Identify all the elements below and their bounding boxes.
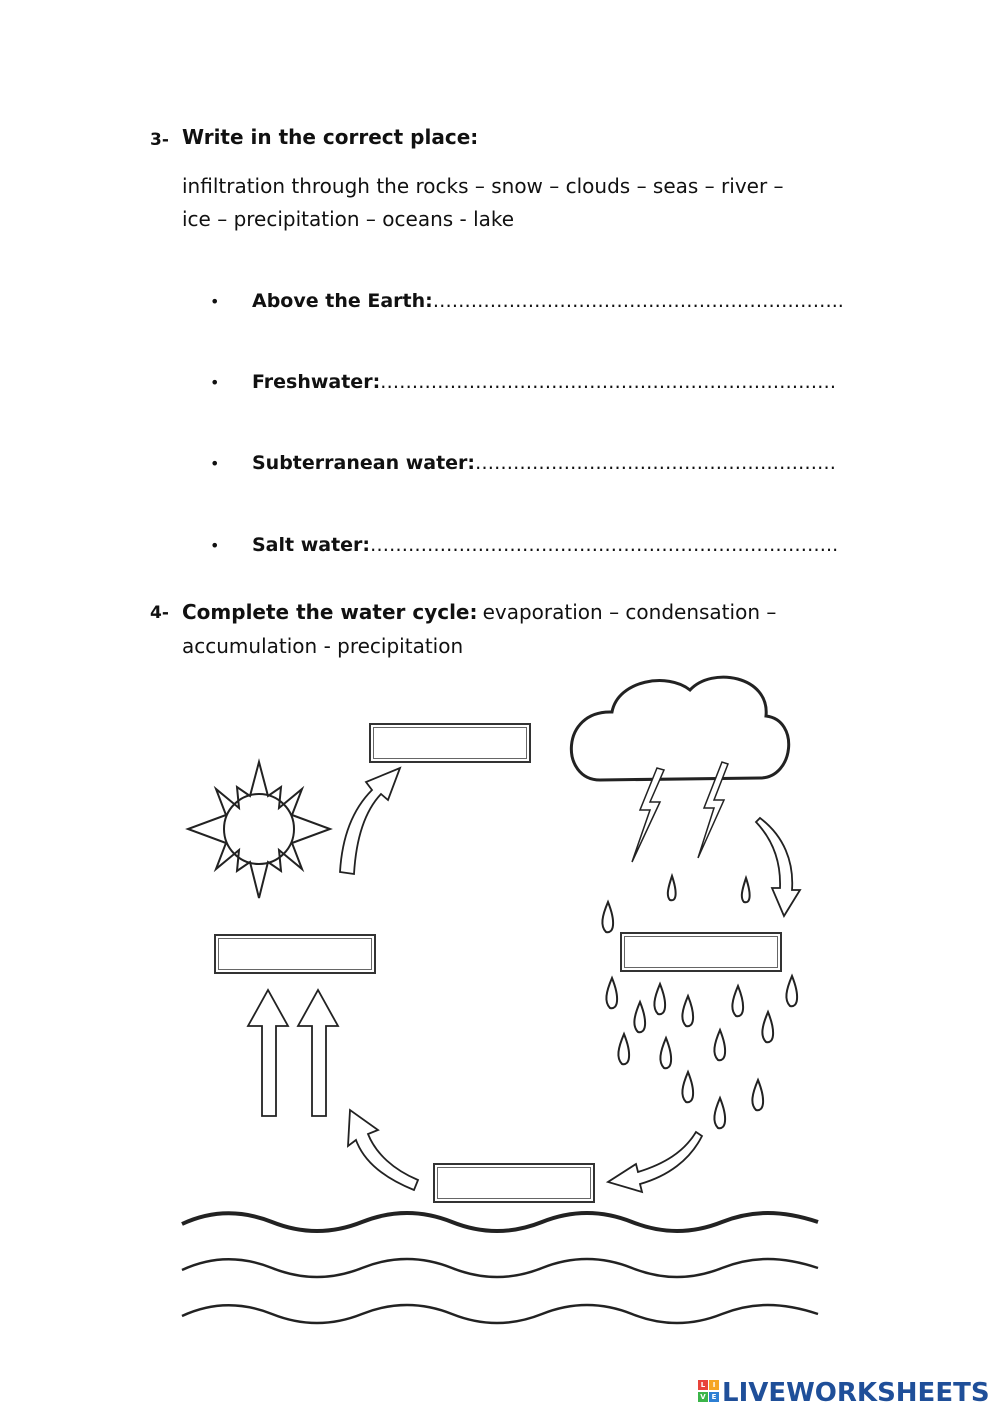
liveworksheets-logo bbox=[696, 1376, 990, 1410]
answer-line[interactable]: ………………………………………………… bbox=[475, 452, 837, 474]
answer-line[interactable]: ……………………………………………………………… bbox=[380, 371, 837, 393]
logo-letter: V bbox=[698, 1392, 708, 1402]
answer-box-right[interactable] bbox=[620, 932, 782, 972]
q4-options-line-2: accumulation - precipitation bbox=[182, 634, 464, 658]
q3-title: Write in the correct place: bbox=[182, 125, 479, 149]
raindrop-icon bbox=[602, 876, 797, 1128]
up-arrow-icon bbox=[248, 990, 338, 1116]
answer-box-left[interactable] bbox=[214, 934, 376, 974]
cloud-icon bbox=[571, 677, 788, 780]
q3-item-label: Subterranean water: bbox=[252, 452, 476, 474]
answer-box-bottom[interactable] bbox=[433, 1163, 595, 1203]
bullet: • bbox=[210, 292, 220, 311]
answer-line[interactable]: ……………………………………………………………….. bbox=[370, 534, 839, 556]
q3-item-label: Above the Earth: bbox=[252, 290, 433, 312]
q3-number: 3- bbox=[150, 130, 169, 150]
q3-word-bank-line-2: ice – precipitation – oceans - lake bbox=[182, 207, 515, 231]
q4-title: Complete the water cycle: bbox=[182, 600, 478, 624]
q4-options-line-1: evaporation – condensation – bbox=[482, 600, 777, 624]
logo-text: LIVEWORKSHEETS bbox=[722, 1378, 990, 1408]
waves-icon bbox=[182, 1213, 818, 1323]
logo-letter: E bbox=[709, 1392, 719, 1402]
logo-letter: I bbox=[709, 1380, 719, 1390]
sun-icon bbox=[188, 762, 330, 898]
curved-arrow-left-icon bbox=[348, 1110, 418, 1190]
q3-item-label: Salt water: bbox=[252, 534, 371, 556]
q3-item-label: Freshwater: bbox=[252, 371, 381, 393]
logo-letter: L bbox=[698, 1380, 708, 1390]
bullet: • bbox=[210, 373, 220, 392]
answer-line[interactable]: ……………………………………………………….. bbox=[432, 290, 844, 312]
q3-word-bank-line-1: infiltration through the rocks – snow – clouds – seas – river – bbox=[182, 174, 784, 198]
q4-number: 4- bbox=[150, 603, 169, 623]
curved-arrow-bottom-icon bbox=[608, 1132, 702, 1192]
logo-mark-icon bbox=[696, 1378, 720, 1408]
bullet: • bbox=[210, 536, 220, 555]
curved-arrow-down-icon bbox=[756, 818, 800, 916]
curved-arrow-up-icon bbox=[340, 768, 400, 874]
answer-box-top[interactable] bbox=[369, 723, 531, 763]
bullet: • bbox=[210, 454, 220, 473]
